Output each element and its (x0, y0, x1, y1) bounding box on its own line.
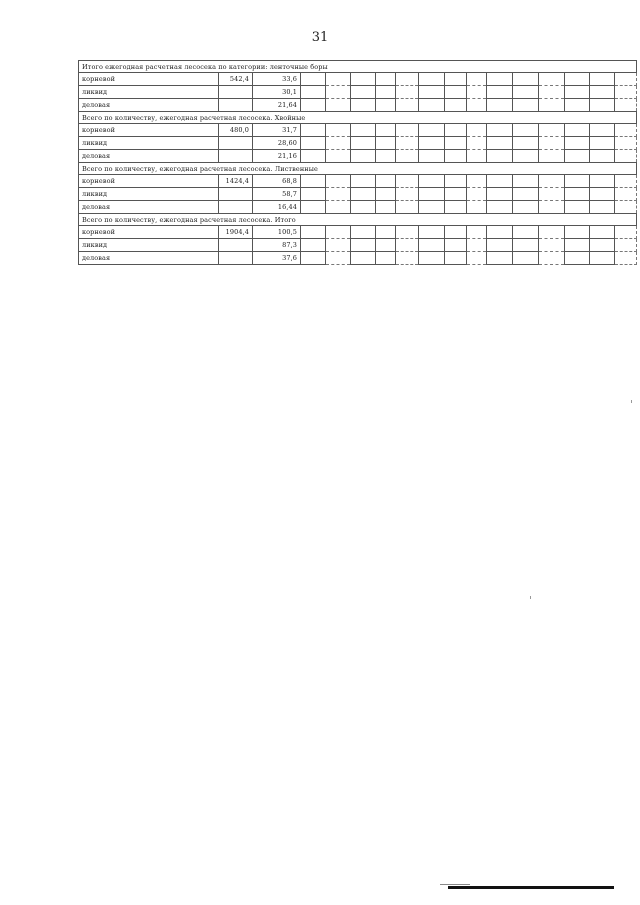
empty-cell (487, 188, 513, 201)
empty-cell (376, 124, 396, 137)
section-header: Всего по количеству, ежегодная расчетная лесосека. Хвойные (79, 112, 637, 124)
scan-speck (631, 400, 632, 403)
empty-cell (565, 150, 590, 163)
cell-area (219, 252, 253, 265)
empty-cell (419, 226, 445, 239)
empty-cell (467, 188, 487, 201)
table-row (79, 226, 637, 239)
empty-cell (615, 239, 637, 252)
empty-cell (376, 188, 396, 201)
empty-cell (445, 239, 467, 252)
empty-cell (396, 188, 419, 201)
annual-logging-table (78, 60, 637, 265)
empty-cell (376, 137, 396, 150)
empty-cell (445, 226, 467, 239)
empty-cell (513, 73, 539, 86)
empty-cell (445, 137, 467, 150)
empty-cell (396, 226, 419, 239)
empty-cell (513, 150, 539, 163)
section-header-row (79, 112, 637, 124)
empty-cell (351, 150, 376, 163)
cell-area (219, 150, 253, 163)
empty-cell (590, 239, 615, 252)
empty-cell (487, 124, 513, 137)
cell-volume: 68,8 (253, 175, 301, 188)
empty-cell (467, 73, 487, 86)
empty-cell (445, 73, 467, 86)
cell-volume: 16,44 (253, 201, 301, 214)
empty-cell (513, 137, 539, 150)
table-row (79, 99, 637, 112)
empty-cell (376, 226, 396, 239)
empty-cell (326, 175, 351, 188)
empty-cell (351, 239, 376, 252)
empty-cell (445, 99, 467, 112)
section-header-row (79, 163, 637, 175)
empty-cell (615, 201, 637, 214)
empty-cell (539, 175, 565, 188)
row-label: корневой (79, 175, 219, 188)
table-row (79, 124, 637, 137)
empty-cell (590, 73, 615, 86)
cell-volume: 28,60 (253, 137, 301, 150)
empty-cell (565, 252, 590, 265)
empty-cell (487, 201, 513, 214)
table-row (79, 239, 637, 252)
empty-cell (615, 86, 637, 99)
section-header-row (79, 214, 637, 226)
empty-cell (351, 188, 376, 201)
empty-cell (539, 201, 565, 214)
empty-cell (565, 239, 590, 252)
empty-cell (467, 226, 487, 239)
empty-cell (565, 137, 590, 150)
empty-cell (396, 137, 419, 150)
table-row (79, 252, 637, 265)
empty-cell (419, 73, 445, 86)
section-header: Всего по количеству, ежегодная расчетная лесосека. Лиственные (79, 163, 637, 175)
empty-cell (539, 150, 565, 163)
table-row (79, 73, 637, 86)
scan-speck (530, 596, 531, 599)
empty-cell (445, 175, 467, 188)
empty-cell (301, 137, 326, 150)
empty-cell (539, 188, 565, 201)
empty-cell (419, 201, 445, 214)
empty-cell (445, 124, 467, 137)
cell-volume: 30,1 (253, 86, 301, 99)
cell-area (219, 137, 253, 150)
empty-cell (326, 252, 351, 265)
empty-cell (301, 86, 326, 99)
empty-cell (326, 239, 351, 252)
row-label: деловая (79, 252, 219, 265)
empty-cell (590, 99, 615, 112)
empty-cell (615, 188, 637, 201)
empty-cell (376, 86, 396, 99)
empty-cell (590, 175, 615, 188)
empty-cell (487, 239, 513, 252)
empty-cell (396, 99, 419, 112)
empty-cell (539, 252, 565, 265)
cell-area: 542,4 (219, 73, 253, 86)
empty-cell (396, 201, 419, 214)
cell-area (219, 201, 253, 214)
empty-cell (590, 188, 615, 201)
empty-cell (326, 124, 351, 137)
empty-cell (539, 226, 565, 239)
empty-cell (301, 175, 326, 188)
cell-area (219, 188, 253, 201)
empty-cell (351, 201, 376, 214)
empty-cell (351, 99, 376, 112)
empty-cell (351, 86, 376, 99)
empty-cell (590, 226, 615, 239)
empty-cell (419, 239, 445, 252)
empty-cell (615, 175, 637, 188)
empty-cell (467, 239, 487, 252)
table-row (79, 150, 637, 163)
section-header: Итого ежегодная расчетная лесосека по категории: ленточные боры (79, 61, 637, 73)
empty-cell (301, 201, 326, 214)
empty-cell (565, 86, 590, 99)
table-row (79, 137, 637, 150)
empty-cell (301, 150, 326, 163)
cell-volume: 87,3 (253, 239, 301, 252)
empty-cell (487, 150, 513, 163)
empty-cell (487, 226, 513, 239)
empty-cell (326, 150, 351, 163)
empty-cell (539, 137, 565, 150)
forest-table-sheet (78, 60, 586, 265)
empty-cell (419, 86, 445, 99)
cell-volume: 37,6 (253, 252, 301, 265)
empty-cell (351, 226, 376, 239)
cell-area (219, 86, 253, 99)
empty-cell (513, 252, 539, 265)
cell-area (219, 99, 253, 112)
empty-cell (445, 188, 467, 201)
empty-cell (539, 86, 565, 99)
empty-cell (513, 124, 539, 137)
empty-cell (590, 252, 615, 265)
empty-cell (487, 175, 513, 188)
empty-cell (419, 252, 445, 265)
cell-area: 480,0 (219, 124, 253, 137)
row-label: деловая (79, 201, 219, 214)
cell-volume: 33,6 (253, 73, 301, 86)
empty-cell (539, 99, 565, 112)
row-label: ликвид (79, 137, 219, 150)
empty-cell (396, 239, 419, 252)
empty-cell (467, 150, 487, 163)
empty-cell (351, 73, 376, 86)
table-row (79, 175, 637, 188)
section-header-row (79, 61, 637, 73)
empty-cell (467, 137, 487, 150)
empty-cell (396, 175, 419, 188)
empty-cell (565, 73, 590, 86)
empty-cell (513, 226, 539, 239)
empty-cell (445, 201, 467, 214)
row-label: ликвид (79, 86, 219, 99)
empty-cell (445, 150, 467, 163)
empty-cell (565, 188, 590, 201)
row-label: деловая (79, 150, 219, 163)
empty-cell (513, 99, 539, 112)
empty-cell (301, 226, 326, 239)
empty-cell (326, 99, 351, 112)
row-label: корневой (79, 124, 219, 137)
empty-cell (513, 201, 539, 214)
empty-cell (396, 73, 419, 86)
empty-cell (326, 86, 351, 99)
empty-cell (590, 150, 615, 163)
footer-rule (448, 886, 614, 889)
cell-area: 1424,4 (219, 175, 253, 188)
empty-cell (376, 150, 396, 163)
cell-volume: 21,64 (253, 99, 301, 112)
empty-cell (376, 99, 396, 112)
empty-cell (396, 252, 419, 265)
row-label: корневой (79, 226, 219, 239)
empty-cell (301, 73, 326, 86)
table-row (79, 86, 637, 99)
table-row (79, 201, 637, 214)
empty-cell (326, 226, 351, 239)
empty-cell (301, 99, 326, 112)
cell-volume: 21,16 (253, 150, 301, 163)
empty-cell (565, 124, 590, 137)
empty-cell (590, 124, 615, 137)
empty-cell (326, 201, 351, 214)
empty-cell (326, 188, 351, 201)
empty-cell (351, 175, 376, 188)
empty-cell (590, 86, 615, 99)
empty-cell (615, 137, 637, 150)
empty-cell (351, 252, 376, 265)
empty-cell (326, 73, 351, 86)
empty-cell (376, 252, 396, 265)
row-label: ликвид (79, 239, 219, 252)
empty-cell (467, 175, 487, 188)
empty-cell (376, 175, 396, 188)
empty-cell (445, 252, 467, 265)
empty-cell (301, 124, 326, 137)
empty-cell (513, 86, 539, 99)
row-label: корневой (79, 73, 219, 86)
empty-cell (539, 239, 565, 252)
table-body (79, 61, 637, 265)
empty-cell (565, 201, 590, 214)
empty-cell (351, 124, 376, 137)
empty-cell (467, 86, 487, 99)
empty-cell (615, 99, 637, 112)
section-header: Всего по количеству, ежегодная расчетная лесосека. Итого (79, 214, 637, 226)
empty-cell (467, 201, 487, 214)
empty-cell (513, 175, 539, 188)
cell-volume: 31,7 (253, 124, 301, 137)
empty-cell (301, 239, 326, 252)
empty-cell (396, 124, 419, 137)
cell-area (219, 239, 253, 252)
empty-cell (513, 188, 539, 201)
page-number: 31 (311, 30, 329, 45)
empty-cell (615, 124, 637, 137)
empty-cell (615, 252, 637, 265)
empty-cell (487, 99, 513, 112)
footer-rule-thin (440, 884, 470, 885)
empty-cell (467, 99, 487, 112)
empty-cell (376, 239, 396, 252)
empty-cell (467, 124, 487, 137)
empty-cell (419, 137, 445, 150)
empty-cell (419, 188, 445, 201)
empty-cell (487, 252, 513, 265)
empty-cell (396, 86, 419, 99)
empty-cell (351, 137, 376, 150)
empty-cell (513, 239, 539, 252)
empty-cell (539, 124, 565, 137)
empty-cell (615, 73, 637, 86)
empty-cell (376, 73, 396, 86)
empty-cell (396, 150, 419, 163)
empty-cell (615, 150, 637, 163)
empty-cell (419, 99, 445, 112)
empty-cell (419, 124, 445, 137)
empty-cell (419, 175, 445, 188)
empty-cell (445, 86, 467, 99)
empty-cell (615, 226, 637, 239)
empty-cell (590, 201, 615, 214)
row-label: деловая (79, 99, 219, 112)
empty-cell (301, 188, 326, 201)
empty-cell (419, 150, 445, 163)
cell-area: 1904,4 (219, 226, 253, 239)
empty-cell (565, 99, 590, 112)
empty-cell (487, 73, 513, 86)
empty-cell (326, 137, 351, 150)
empty-cell (590, 137, 615, 150)
empty-cell (539, 73, 565, 86)
empty-cell (467, 252, 487, 265)
cell-volume: 100,5 (253, 226, 301, 239)
empty-cell (487, 137, 513, 150)
row-label: ликвид (79, 188, 219, 201)
empty-cell (376, 201, 396, 214)
table-row (79, 188, 637, 201)
empty-cell (301, 252, 326, 265)
empty-cell (487, 86, 513, 99)
empty-cell (565, 175, 590, 188)
empty-cell (565, 226, 590, 239)
cell-volume: 58,7 (253, 188, 301, 201)
